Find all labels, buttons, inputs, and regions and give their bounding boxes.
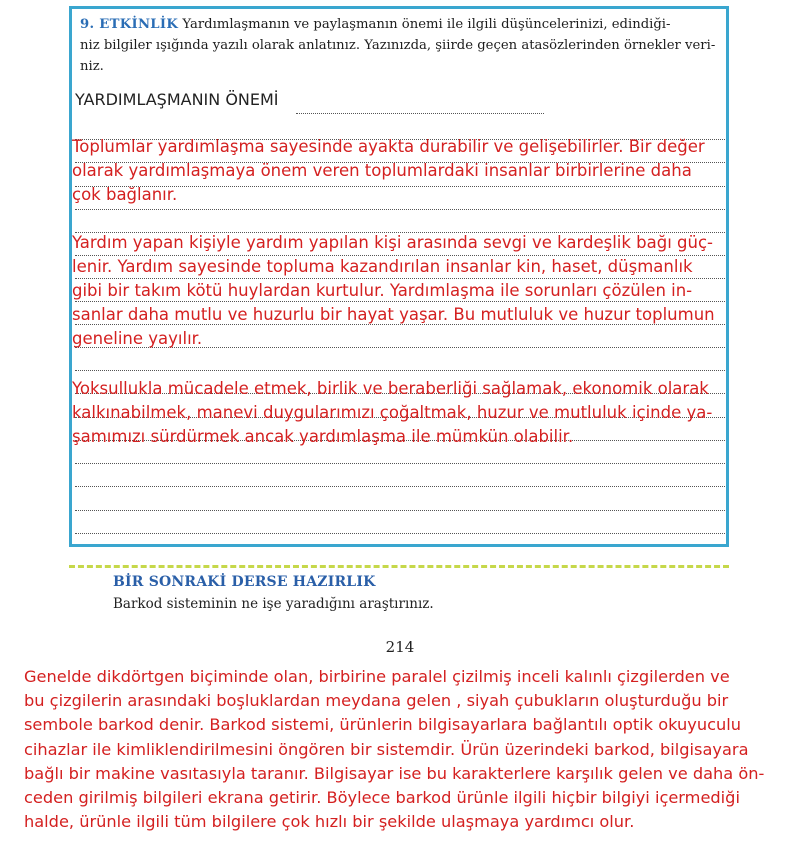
answer-line: Genelde dikdörtgen biçiminde olan, birbirine paralel çizilmiş inceli kalınlı çizgilerden ve [24, 667, 730, 686]
answer-line: ceden girilmiş bilgileri ekrana getirir. Böylece barkod ürünle ilgili hiçbir bilgiyi içermediği [24, 787, 740, 807]
writing-line [75, 209, 725, 210]
answer-line: bağlı bir makine vasıtasıyla taranır. Bilgisayar ise bu karakterlere karşılık gelen ve daha ön- [24, 763, 765, 783]
writing-line [75, 533, 725, 534]
activity-instructions [80, 14, 726, 77]
answer-line: sembole barkod denir. Barkod sistemi, ürünlerin bilgisayarlara bağlantılı optik okuyuculu [24, 715, 741, 735]
writing-line [75, 278, 725, 279]
essay-line: gibi bir takım kötü huylardan kurtulur. Yardımlaşma ile sorunları çözülen in- [72, 281, 693, 300]
writing-line [75, 510, 725, 511]
next-lesson-heading: BİR SONRAKİ DERSE HAZIRLIK [113, 574, 376, 590]
essay-line: Yoksullukla mücadele etmek, birlik ve beraberliği sağlamak, ekonomik olarak [72, 379, 709, 398]
essay-line: çok bağlanır. [72, 185, 178, 204]
instruction-line: Yardımlaşmanın ve paylaşmanın önemi ile ilgili düşüncelerinizi, edindiği- [182, 17, 671, 32]
essay-line: kalkınabilmek, manevi duygularımızı çoğaltmak, huzur ve mutluluk içinde ya- [72, 403, 713, 422]
writing-line [75, 463, 725, 464]
essay-line: Toplumlar yardımlaşma sayesinde ayakta durabilir ve gelişebilirler. Bir değer [72, 137, 705, 156]
answer-line: bu çizgilerin arasındaki boşluklardan meydana gelen , siyah çubukların oluşturduğu bir [24, 691, 729, 711]
essay-line: Yardım yapan kişiyle yardım yapılan kişi arasında sevgi ve kardeşlik bağı güç- [72, 233, 714, 252]
essay-line: lenir. Yardım sayesinde topluma kazandırılan insanlar kin, haset, düşmanlık [72, 257, 693, 276]
answer-line: halde, ürünle ilgili tüm bilgilere çok hızlı bir şekilde ulaşmaya yardımcı olur. [24, 812, 635, 832]
essay-line: şamımızı sürdürmek ancak yardımlaşma ile mümkün olabilir. [72, 427, 574, 446]
instruction-line: niz bilgiler ışığında yazılı olarak anlatınız. Yazınızda, şiirde geçen atasözlerinden örnekler veri- [80, 38, 716, 53]
writing-line [75, 301, 725, 302]
essay-line: sanlar daha mutlu ve huzurlu bir hayat yaşar. Bu mutluluk ve huzur toplumun [72, 305, 715, 324]
page-number: 214 [385, 638, 415, 656]
writing-line [296, 113, 544, 114]
barcode-answer [24, 665, 764, 834]
writing-line [75, 324, 725, 325]
writing-line [75, 255, 725, 256]
essay-title: YARDIMLAŞMANIN ÖNEMİ [75, 90, 279, 109]
writing-line [75, 370, 725, 371]
section-divider [69, 565, 729, 568]
essay-line: geneline yayılır. [72, 329, 203, 348]
activity-box [69, 6, 729, 547]
activity-label: 9. ETKİNLİK [80, 17, 179, 32]
instruction-line: niz. [80, 59, 104, 74]
essay-line: olarak yardımlaşmaya önem veren toplumlardaki insanlar birbirlerine daha [72, 161, 692, 180]
answer-line: cihazlar ile kimliklendirilmesini öngören bir sistemdir. Ürün üzerindeki barkod, bilgisayara [24, 739, 749, 759]
next-lesson-text: Barkod sisteminin ne işe yaradığını araştırınız. [113, 596, 434, 612]
writing-line [75, 486, 725, 487]
